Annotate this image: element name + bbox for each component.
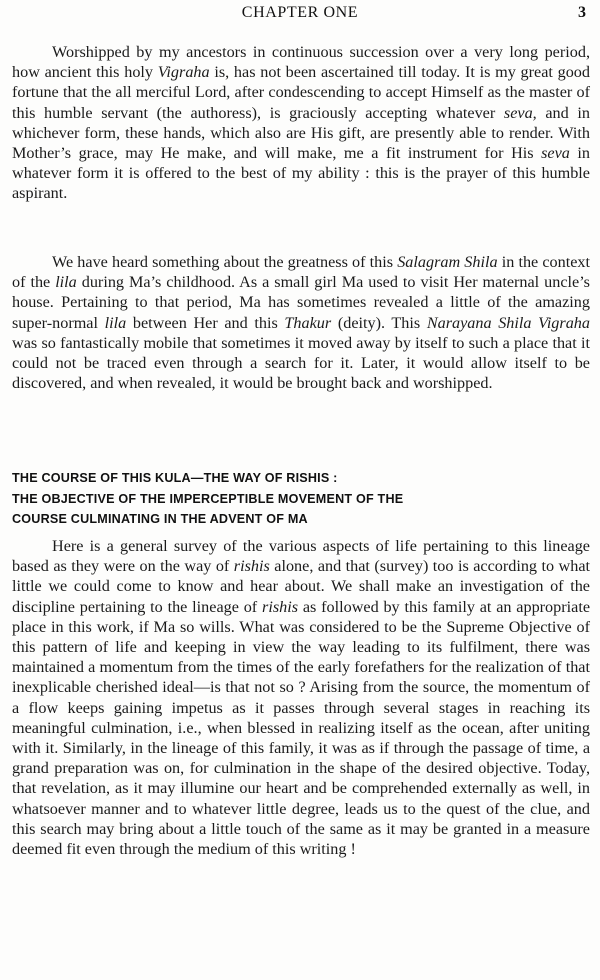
page-number: 3 [578,4,586,21]
section-heading-line-3: COURSE CULMINATING IN THE ADVENT OF MA [12,512,308,526]
text-run: and in whichever form, these hands, which also are His gift, are presently able to render. With Mother’s grace, may He make, and will make, me a fit instrument for His [12,103,590,163]
paragraph-3 [12,536,590,859]
italic-term: Vigraha [157,63,210,82]
paragraph-1 [12,42,590,204]
italic-term: Thakur [284,313,332,332]
text-run: Worshipped by my ancestors in continuous succession over a very long period, how ancient this holy [12,43,590,82]
italic-term: lila [104,313,127,332]
text-run: is, has not been ascertained till today. It is my great good fortune that the all merciful Lord, after condescending to accept Himself as the master of this humble servant (the authoress), is graciously accepting whatever [12,63,590,122]
paragraph-2 [12,252,590,393]
text-run: as followed by this family at an appropriate place in this work, if Ma so wills. What was considered to be the Supreme Objective of this pattern of life and keeping in view the way leading to its fulfilment, there was maintained a momentum from the times of the early forefathers for the realization of that inexplicable cherished ideal—is that not so ? Arising from the source, the momentum of a flow keeps gaining impetus as it passes through several stages in reaching its meaningful culmination, i.e., when blessed in realizing itself as the ocean, after uniting with it. Similarly, in the lineage of this family, it was as if through the passage of time, a grand preparation was on, for culmination in the shape of the desired objective. Today, that revelation, as it may illumine our heart and be comprehended externally as well, in whatsoever manner and to whatever little degree, leads us to the quest of the clue, and this search may bring about a little touch of the same as it may be granted in a measure deemed fit even through the medium of this writing ! [12,597,591,859]
section-heading-line-1: THE COURSE OF THIS KULA—THE WAY OF RISHIS : [12,471,338,485]
italic-term: Narayana Shila Vigraha [426,313,590,332]
text-run: between Her and this [126,313,285,332]
italic-term: rishis [233,557,270,576]
text-run: alone, and that (survey) too is according to what little we could come to know and hear about. We shall make an investigation of the discipline pertaining to the lineage of [12,557,591,616]
chapter-title: CHAPTER ONE [241,4,359,21]
text-run: in the context of the [12,253,591,292]
italic-term: lila [55,273,77,292]
text-run: We have heard something about the greatness of this [52,253,398,271]
italic-term: seva [541,144,570,163]
section-heading [12,468,592,530]
section-heading-line-2: THE OBJECTIVE OF THE IMPERCEPTIBLE MOVEMENT OF THE [12,491,404,506]
text-run: in whatever form it is offered to the best of my ability : this is the prayer of this humble aspirant. [12,144,591,203]
italic-term: rishis [262,597,299,616]
text-run: was so fantastically mobile that sometimes it moved away by itself to such a place that it could not be traced even through a search for it. Later, it would allow itself to be discovered, and when revealed, it would be brought back and worshipped. [12,333,590,393]
running-head [0,4,600,24]
text-run: during Ma’s childhood. As a small girl Ma used to visit Her maternal uncle’s house. Pertaining to that period, Ma has sometimes revealed a little of the amazing super-normal [12,273,590,332]
text-run: (deity). This [331,313,427,332]
italic-term: seva, [503,103,537,122]
text-run: Here is a general survey of the various aspects of life pertaining to this lineage based as they were on the way of [12,537,590,576]
italic-term: Salagram Shila [397,253,498,271]
